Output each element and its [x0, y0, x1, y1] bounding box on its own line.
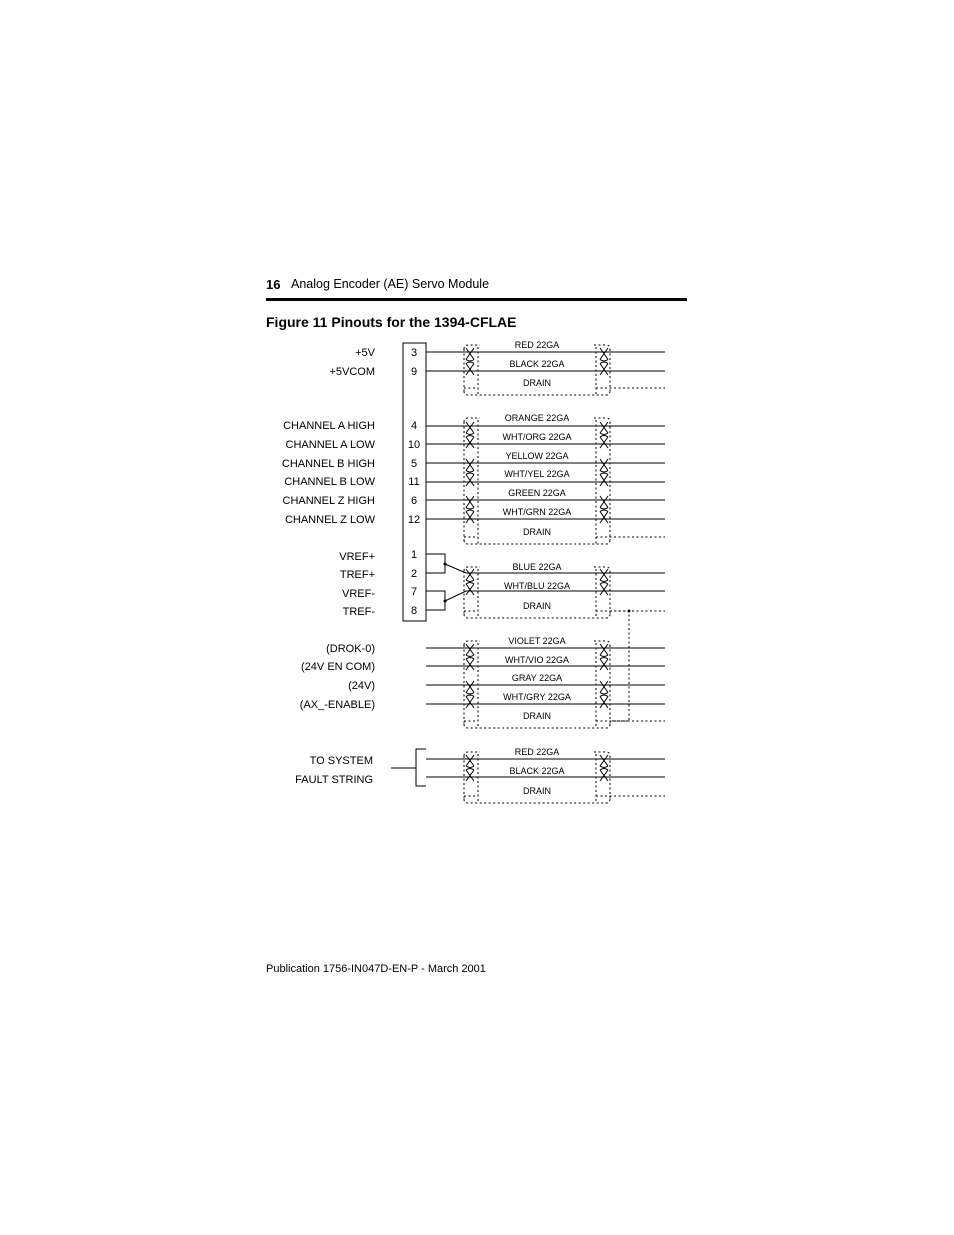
jumper-vref-tref-plus — [426, 554, 445, 573]
cable-shield-outline — [464, 540, 610, 544]
wire-color-label: WHT/GRN 22GA — [502, 507, 572, 517]
jumper-link-wire — [445, 591, 466, 601]
running-header-title: Analog Encoder (AE) Servo Module — [291, 277, 490, 291]
figure-title: Figure 11 Pinouts for the 1394-CFLAE — [266, 314, 517, 330]
signal-label: (24V EN COM) — [301, 661, 375, 673]
wire-color-label: WHT/VIO 22GA — [504, 655, 570, 665]
wire-color-label: BLACK 22GA — [509, 766, 565, 776]
wire-color-label: GREEN 22GA — [508, 488, 566, 498]
signal-label: CHANNEL A HIGH — [283, 420, 375, 432]
pin-number: 9 — [410, 366, 418, 378]
wire-color-label: WHT/ORG 22GA — [502, 432, 572, 442]
wire-color-label: RED 22GA — [514, 340, 560, 350]
cable-shield-outline — [464, 724, 610, 728]
pin-number: 4 — [410, 420, 418, 432]
pin-number: 2 — [410, 568, 418, 580]
pin-number: 10 — [407, 439, 421, 451]
signal-label: CHANNEL A LOW — [285, 439, 375, 451]
drain-label: DRAIN — [522, 527, 552, 537]
pin-number: 6 — [410, 495, 418, 507]
signal-label: CHANNEL Z LOW — [284, 514, 375, 526]
signal-label: +5VCOM — [329, 366, 375, 378]
cable-shield-outline — [464, 391, 610, 395]
wire-color-label: WHT/BLU 22GA — [503, 581, 571, 591]
fault-string-bracket — [416, 749, 426, 786]
wire-color-label: BLACK 22GA — [509, 359, 565, 369]
wire-color-label: GRAY 22GA — [511, 673, 563, 683]
wire-color-label: ORANGE 22GA — [504, 413, 570, 423]
cable-shield-outline — [464, 799, 610, 803]
pin-number: 5 — [410, 458, 418, 470]
signal-label: (DROK-0) — [326, 643, 375, 655]
wire-color-label: VIOLET 22GA — [508, 636, 566, 646]
pin-number: 3 — [410, 347, 418, 359]
signal-label: CHANNEL B HIGH — [281, 458, 375, 470]
signal-label: TO SYSTEM — [309, 755, 373, 767]
signal-label: CHANNEL B LOW — [284, 476, 375, 488]
wire-color-label: WHT/YEL 22GA — [504, 469, 570, 479]
pin-number: 12 — [407, 514, 421, 526]
signal-label: TREF- — [342, 606, 375, 618]
drain-label: DRAIN — [522, 786, 552, 796]
signal-label: VREF+ — [339, 551, 375, 563]
drain-label: DRAIN — [522, 378, 552, 388]
signal-label: FAULT STRING — [295, 774, 373, 786]
wire-color-label: WHT/GRY 22GA — [503, 692, 571, 702]
publication-footer: Publication 1756-IN047D-EN-P - March 2001 — [266, 963, 486, 975]
wire-color-label: YELLOW 22GA — [505, 451, 569, 461]
cable-shield-outline — [464, 614, 610, 618]
signal-label: VREF- — [342, 588, 375, 600]
signal-label: (24V) — [348, 680, 375, 692]
jumper-link-wire — [445, 564, 466, 573]
signal-label: +5V — [355, 347, 375, 359]
pin-number: 7 — [410, 586, 418, 598]
pin-number: 11 — [408, 476, 420, 488]
signal-label: TREF+ — [339, 569, 375, 581]
wire-color-label: BLUE 22GA — [512, 562, 562, 572]
pin-number: 1 — [410, 549, 418, 561]
jumper-vref-tref-minus — [426, 591, 445, 610]
page-number: 16 — [266, 277, 281, 292]
pin-number: 8 — [410, 605, 418, 617]
signal-label: (AX_-ENABLE) — [299, 699, 375, 711]
drain-label: DRAIN — [522, 711, 552, 721]
drain-label: DRAIN — [522, 601, 552, 611]
signal-label: CHANNEL Z HIGH — [282, 495, 375, 507]
wire-color-label: RED 22GA — [514, 747, 560, 757]
